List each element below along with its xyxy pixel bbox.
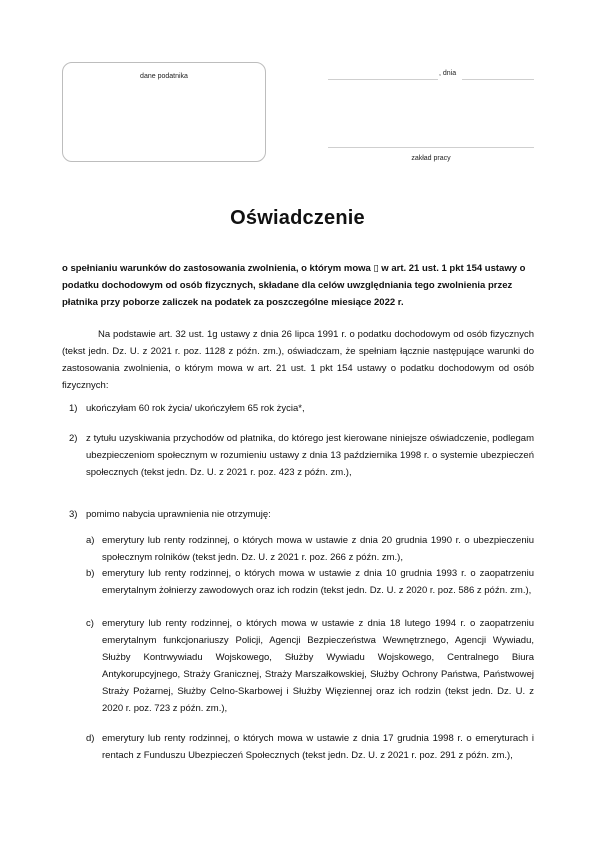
subitem-letter: b) (86, 568, 95, 579)
taxpayer-data-label: dane podatnika (140, 73, 188, 80)
subitem-text: emerytury lub renty rodzinnej, o których mowa w ustawie z dnia 18 lutego 1994 r. o zaopatrzeniu emerytalnym funkcjonariuszy Policji, Agencji Bezpieczeństwa Wewnętrznego, Agencji Wywiadu, Służby Kontrwywiadu Wojskowego, Służby Wywiadu Wojskowego, Centralnego Biura Antykorupcyjnego, Straży Granicznej, Straży Marszałkowskiej, Służby Ochrony Państwa, Państwowej Straży Pożarnej, Służby Celno-Skarbowej i Służby Więziennej oraz ich rodzin (tekst jedn. Dz. U. z 2020 r. poz. 723 z późn. zm.), (102, 618, 534, 714)
date-label: , dnia (439, 70, 457, 77)
subitem-b (86, 565, 534, 599)
intro-paragraph: Na podstawie art. 32 ust. 1g ustawy z dnia 26 lipca 1991 r. o podatku dochodowym od osób fizycznych (tekst jedn. Dz. U. z 2021 r. poz. 1128 z późn. zm.), oświadczam, że spełniam łącznie następujące warunki do zastosowania zwolnienia, o którym mowa w art. 21 ust. 1 pkt 154 ustawy o podatku dochodowym od osób fizycznych: (62, 329, 534, 391)
item-text: ukończyłam 60 rok życia/ ukończyłem 65 rok życia*, (86, 403, 305, 414)
subitem-letter: c) (86, 618, 94, 629)
item-text: z tytułu uzyskiwania przychodów od płatnika, do którego jest kierowane niniejsze oświadczenie, podlegam ubezpieczeniom społecznym w rozumieniu ustawy z dnia 13 października 1998 r. o systemie ubezpieczeń społecznych (tekst jedn. Dz. U. z 2021 r. poz. 423 z późn. zm.), (86, 433, 534, 478)
document-title: Oświadczenie (230, 207, 365, 229)
place-field-line[interactable] (328, 79, 438, 80)
employer-field-line[interactable] (328, 147, 534, 148)
document-subtitle: o spełnianiu warunków do zastosowania zwolnienia, o którym mowa ▯ w art. 21 ust. 1 pkt 154 ustawy o podatku dochodowym od osób fizycznych, składane dla celów uwzględniania tego zwolnienia przez płatnika przy poborze zaliczek na podatek za poszczególne miesiące 2022 r. (62, 263, 526, 308)
subitem-c (86, 615, 534, 717)
item-number: 1) (69, 403, 78, 414)
subitem-a (86, 532, 534, 566)
subitem-letter: d) (86, 733, 95, 744)
subitem-d (86, 730, 534, 764)
subitem-text: emerytury lub renty rodzinnej, o których mowa w ustawie z dnia 20 grudnia 1990 r. o ubezpieczeniu społecznym rolników (tekst jedn. Dz. U. z 2021 r. poz. 266 z późn. zm.), (102, 535, 534, 563)
condition-item-2 (62, 430, 534, 481)
taxpayer-data-box[interactable] (62, 62, 266, 162)
date-field-line[interactable] (462, 79, 534, 80)
item-number: 3) (69, 509, 78, 520)
subitem-text: emerytury lub renty rodzinnej, o których mowa w ustawie z dnia 10 grudnia 1993 r. o zaopatrzeniu emerytalnym żołnierzy zawodowych oraz ich rodzin (tekst jedn. Dz. U. z 2020 r. poz. 586 z późn. zm.), (102, 568, 534, 596)
item-text: pomimo nabycia uprawnienia nie otrzymuję: (86, 509, 271, 520)
condition-item-3 (62, 506, 534, 523)
employer-label: zakład pracy (411, 155, 451, 162)
item-number: 2) (69, 433, 78, 444)
condition-item-1 (62, 400, 534, 417)
subitem-text: emerytury lub renty rodzinnej, o których mowa w ustawie z dnia 17 grudnia 1998 r. o emeryturach i rentach z Funduszu Ubezpieczeń Społecznych (tekst jedn. Dz. U. z 2021 r. poz. 291 z późn. zm.), (102, 733, 534, 761)
subitem-letter: a) (86, 535, 95, 546)
